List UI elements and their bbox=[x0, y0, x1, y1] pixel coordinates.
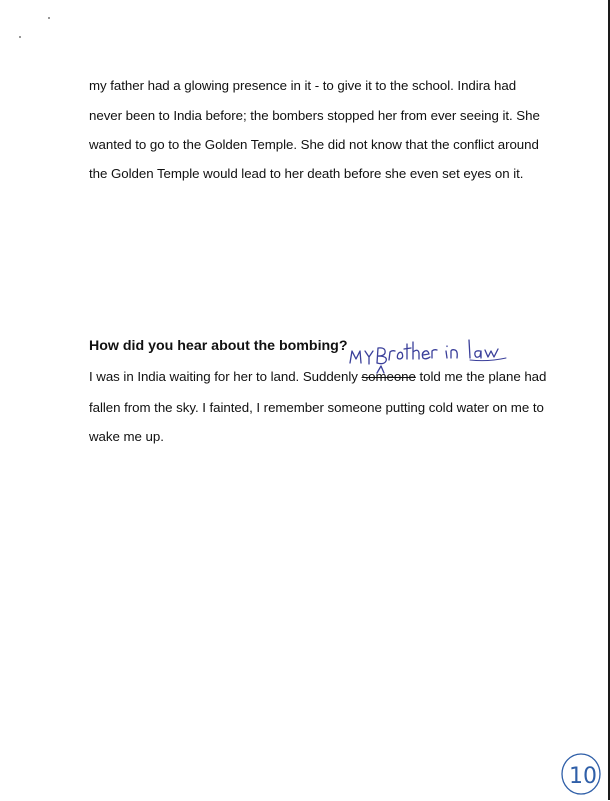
scan-speck bbox=[19, 36, 21, 38]
page-number-circle bbox=[558, 750, 602, 796]
question-heading: How did you hear about the bombing? bbox=[89, 338, 348, 354]
paragraph-line-1: my father had a glowing presence in it - to give it to the school. Indira had bbox=[89, 78, 517, 93]
paragraph-line-2: never been to India before; the bombers stopped her from ever seeing it. She bbox=[89, 108, 540, 123]
circled-page-number bbox=[558, 750, 602, 796]
scan-speck bbox=[48, 17, 50, 19]
answer-line-1 bbox=[89, 369, 546, 385]
page-number-text: 10 bbox=[569, 764, 597, 789]
answer-line-3: wake me up. bbox=[89, 429, 164, 444]
answer-text-before-strike: I was in India waiting for her to land. Suddenly bbox=[89, 369, 362, 384]
paragraph-line-4: the Golden Temple would lead to her death before she even set eyes on it. bbox=[89, 166, 524, 181]
paragraph-line-3: wanted to go to the Golden Temple. She did not know that the conflict around bbox=[89, 137, 539, 152]
answer-line-2: fallen from the sky. I fainted, I remember someone putting cold water on me to bbox=[89, 400, 544, 415]
answer-text-after-strike: told me the plane had bbox=[415, 369, 547, 384]
struck-word: someone bbox=[361, 369, 416, 384]
